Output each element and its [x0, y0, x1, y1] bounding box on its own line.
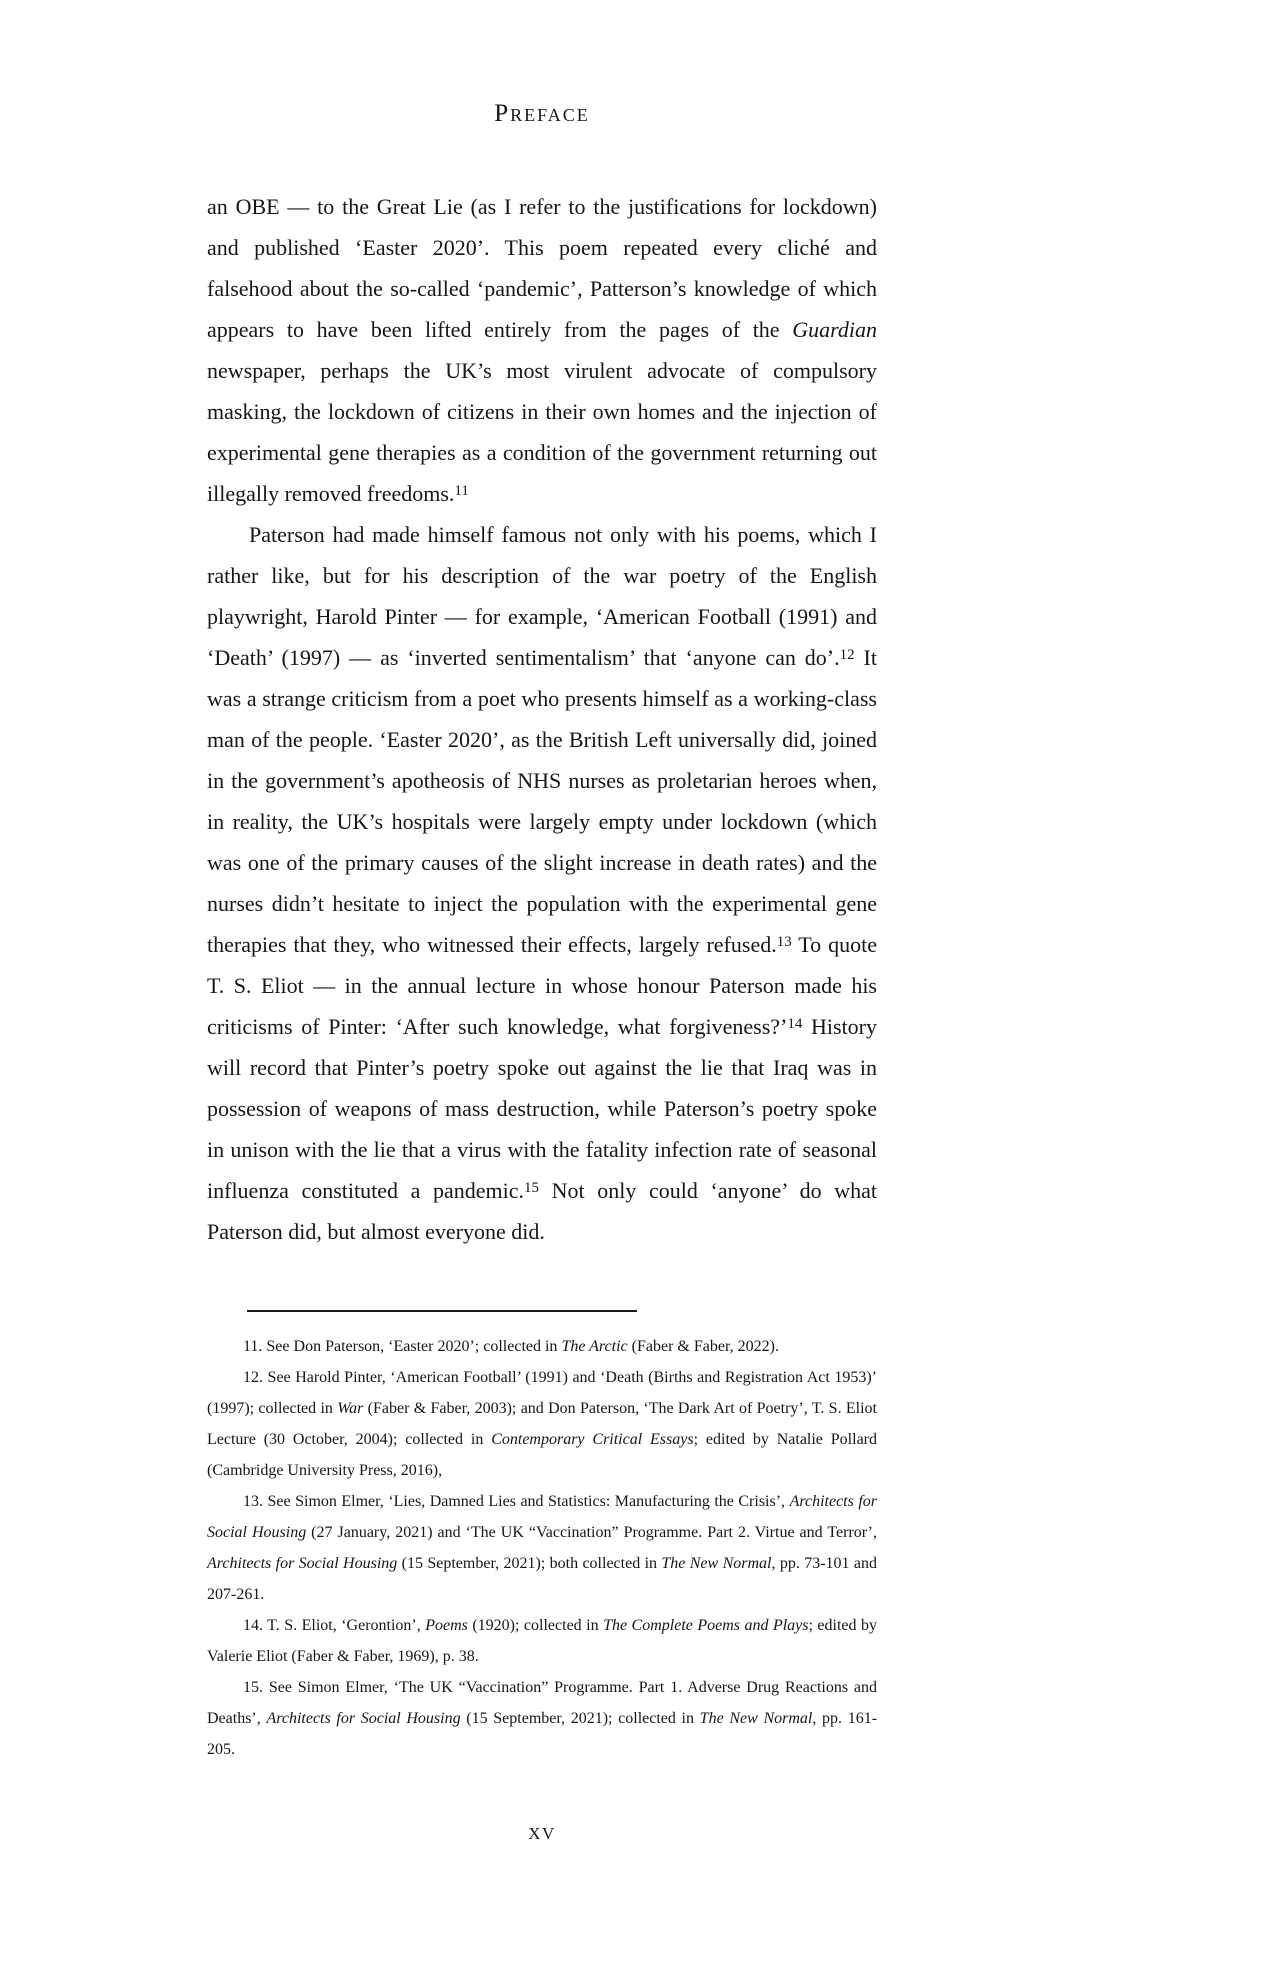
footnotes-section [207, 1331, 877, 1765]
body-text [207, 186, 877, 1252]
footnote-14: 14. T. S. Eliot, ‘Gerontion’, Poems (1920); collected in The Complete Poems and Plays; edited by Valerie Eliot (Faber & Faber, 1969), p. 38. [207, 1617, 878, 1665]
body-paragraph-1: an OBE — to the Great Lie (as I refer to the justifications for lockdown) and published ‘Easter 2020’. This poem repeated every cliché and falsehood about the so-called ‘pandemic’, Patterson’s knowledge of which appears to have been lifted entirely from the pages of the Guardian newspaper, perhaps the UK’s most virulent advocate of compulsory masking, the lockdown of citizens in their own homes and the injection of experimental gene therapies as a condition of the government returning out illegally removed freedoms.$^{11}$ [207, 194, 877, 506]
footnote-13: 13. See Simon Elmer, ‘Lies, Damned Lies and Statistics: Manufacturing the Crisis’, Architects for Social Housing (27 January, 2021) and ‘The UK “Vaccination” Programme. Part 2. Virtue and Terror’, Architects for Social Housing (15 September, 2021); both collected in The New Normal, pp. 73-101 and 207-261. [207, 1493, 878, 1603]
page-number: XV [528, 1824, 556, 1843]
footnote-15: 15. See Simon Elmer, ‘The UK “Vaccination” Programme. Part 1. Adverse Drug Reactions and Deaths’, Architects for Social Housing (15 September, 2021); collected in The New Normal, pp. 161-205. [207, 1679, 878, 1758]
footnote-separator [247, 1310, 637, 1312]
footnote-12: 12. See Harold Pinter, ‘American Football’ (1991) and ‘Death (Births and Registration Act 1953)’ (1997); collected in War (Faber & Faber, 2003); and Don Paterson, ‘The Dark Art of Poetry’, T. S. Eliot Lecture (30 October, 2004); collected in Contemporary Critical Essays; edited by Natalie Pollard (Cambridge University Press, 2016), [207, 1369, 877, 1479]
body-paragraph-2: Paterson had made himself famous not only with his poems, which I rather like, but for his description of the war poetry of the English playwright, Harold Pinter — for example, ‘American Football (1991) and ‘Death’ (1997) — as ‘inverted sentimentalism’ that ‘anyone can do’.$^{12}$ It was a strange criticism from a poet who presents himself as a working-class man of the people. ‘Easter 2020’, as the British Left universally did, joined in the government’s apotheosis of NHS nurses as proletarian heroes when, in reality, the UK’s hospitals were largely empty under lockdown (which was one of the primary causes of the slight increase in death rates) and the nurses didn’t hesitate to inject the population with the experimental gene therapies that they, who witnessed their effects, largely refused.$^{13}$ To quote T. S. Eliot — in the annual lecture in whose honour Paterson made his criticisms of Pinter: ‘After such knowledge, what forgiveness?’$^{14}$ History will record that Pinter’s poetry spoke out against the lie that Iraq was in possession of weapons of mass destruction, while Paterson’s poetry spoke in unison with the lie that a virus with the fatality infection rate of seasonal influenza constituted a pandemic.$^{15}$ Not only could ‘anyone’ do what Paterson did, but almost everyone did. [207, 522, 877, 1244]
page-header-title: Preface [494, 100, 590, 127]
footnote-11: 11. See Don Paterson, ‘Easter 2020’; collected in The Arctic (Faber & Faber, 2022). [243, 1338, 779, 1355]
